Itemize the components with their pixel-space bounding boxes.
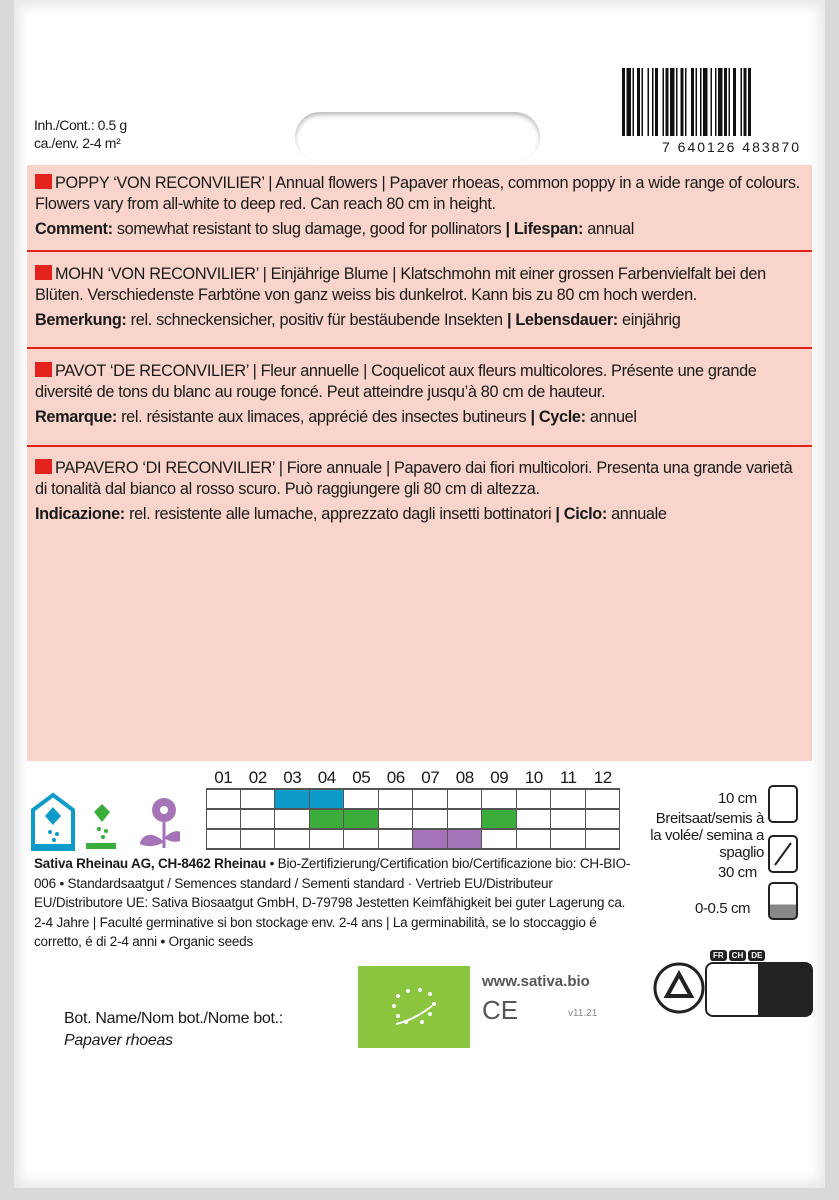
lifespan-label: | Ciclo: [555, 505, 607, 523]
calendar-cell-active [310, 810, 345, 828]
country-badges [710, 950, 765, 961]
plant-spacing-value: 30 cm [718, 864, 757, 881]
month-label: 08 [455, 768, 474, 787]
version: v11.21 [568, 1008, 598, 1019]
comment-text: rel. resistente alle lumache, apprezzato dagli insetti bottinatori [124, 505, 556, 523]
section-it [35, 458, 805, 525]
calendar-cell [482, 830, 517, 848]
botanical-label: Bot. Name/Nom bot./Nome bot.: [64, 1010, 283, 1027]
calendar-cell-active [413, 830, 448, 848]
section-de [35, 264, 805, 331]
month-label: 07 [421, 768, 440, 787]
month-label: 04 [317, 768, 336, 787]
website-link[interactable]: www.sativa.bio [482, 973, 590, 990]
calendar-legend-icons [30, 792, 180, 852]
lifespan-label: | Lifespan: [505, 220, 584, 238]
outdoor-sowing-icon [86, 804, 116, 849]
comment-label: Bemerkung: [35, 311, 127, 329]
disposal-info-box [705, 962, 813, 1017]
plant-spacing-icon [768, 835, 798, 873]
country-badge: FR [710, 950, 727, 961]
sowing-calendar [206, 768, 620, 850]
barcode-bars [610, 68, 805, 136]
lifespan-label: | Lebensdauer: [506, 311, 618, 329]
comment-text: somewhat resistant to slug damage, good for pollinators [112, 220, 506, 238]
calendar-cell [344, 790, 379, 808]
barcode-number: 7 640126 483870 [662, 139, 801, 155]
botanical-value: Papaver rhoeas [64, 1032, 173, 1049]
calendar-cell [551, 810, 586, 828]
lifespan-text: annuale [606, 505, 667, 523]
calendar-row [206, 810, 620, 830]
month-label: 06 [386, 768, 405, 787]
company-info [34, 854, 634, 952]
calendar-cell [206, 830, 241, 848]
month-label: 01 [214, 768, 233, 787]
calendar-cell [275, 810, 310, 828]
calendar-cell [517, 830, 552, 848]
section-title: PAVOT ‘DE RECONVILIER’ [55, 362, 249, 380]
calendar-cell [379, 830, 414, 848]
calendar-cell [448, 790, 483, 808]
bin-icon [760, 964, 811, 1015]
calendar-cell [482, 790, 517, 808]
company-details: • Bio-Zertifizierung/Certification bio/Certificazione bio: CH-BIO-006 • Standardsaatgut / Semences standard / Sementi standard · Vertrieb EU/Distributeur EU/Distributore UE: Sativa Biosaatgut GmbH, D-79798 Jestetten Keimfähigkeit bei guter Lagerung ca. 2-4 Jahre | Faculté germinative si bon stockage env. 2-4 ans | La germinabilità, se lo stoccaggio é corretto, é di 2-4 anni • Organic seeds [34, 856, 631, 949]
sowing-depth-value: 0-0.5 cm [695, 900, 751, 917]
row-spacing-value: 10 cm [718, 790, 757, 807]
sowing-depth-icon [768, 882, 798, 920]
section-text: | Fiore annuale | Papavero dai fiori multicolori. Presenta una grande varietà di tonalità dal bianco al rosso scuro. Può raggiungere gli 80 cm di altezza. [35, 459, 793, 498]
comment-text: rel. schneckensicher, positiv für bestäubende Insekten [126, 311, 507, 329]
calendar-cell [586, 810, 621, 828]
lifespan-text: einjährig [617, 311, 681, 329]
calendar-cell [275, 830, 310, 848]
calendar-cell [517, 790, 552, 808]
hang-hole [295, 112, 540, 162]
calendar-cell [379, 810, 414, 828]
comment-text: rel. résistante aux limaces, apprécié des insectes butineurs [116, 408, 531, 426]
description-panel [27, 165, 812, 761]
calendar-cell [310, 830, 345, 848]
red-square-icon [35, 459, 52, 474]
section-text: | Fleur annuelle | Coquelicot aux fleurs multicolores. Présente une grande diversité de tons du blanc au rouge foncé. Peut atteindre jusqu’à 80 cm de hauteur. [35, 362, 757, 401]
calendar-row [206, 790, 620, 810]
calendar-cell [551, 830, 586, 848]
section-title: POPPY ‘VON RECONVILIER’ [55, 174, 265, 192]
section-text: | Einjährige Blume | Klatschmohn mit einer grossen Farbenvielfalt bei den Blüten. Verschiedenste Farbtöne von ganz weiss bis dunkelrot. Kann bis zu 80 cm hoch werden. [35, 265, 766, 304]
calendar-cell-active [310, 790, 345, 808]
contents-info [34, 116, 127, 152]
divider [27, 250, 812, 252]
section-text: | Annual flowers | Papaver rhoeas, common poppy in a wide range of colours. Flowers vary from all-white to deep red. Can reach 80 cm in height. [35, 174, 800, 213]
calendar-cell [241, 810, 276, 828]
calendar-cell-active [275, 790, 310, 808]
red-square-icon [35, 265, 52, 280]
calendar-cell [413, 810, 448, 828]
month-label: 02 [248, 768, 267, 787]
botanical-name [64, 1008, 283, 1052]
calendar-cell-active [448, 830, 483, 848]
month-label: 12 [593, 768, 612, 787]
month-label: 05 [352, 768, 371, 787]
ce-mark: CE [482, 995, 519, 1025]
content-weight: Inh./Cont.: 0.5 g [34, 117, 127, 133]
calendar-cell [413, 790, 448, 808]
country-badge: DE [748, 950, 765, 961]
calendar-cell [379, 790, 414, 808]
lifespan-text: annuel [585, 408, 637, 426]
indoor-sowing-icon [33, 795, 73, 849]
lifespan-text: annual [583, 220, 635, 238]
calendar-cell [551, 790, 586, 808]
calendar-cell [448, 810, 483, 828]
red-square-icon [35, 362, 52, 377]
section-title: MOHN ‘VON RECONVILIER’ [55, 265, 259, 283]
coverage-area: ca./env. 2-4 m² [34, 135, 121, 151]
calendar-cell [206, 810, 241, 828]
eu-organic-logo [358, 966, 470, 1048]
calendar-row [206, 830, 620, 850]
lifespan-label: | Cycle: [530, 408, 586, 426]
calendar-cell [241, 830, 276, 848]
calendar-cell-active [344, 810, 379, 828]
section-en [35, 173, 805, 240]
calendar-cell-active [482, 810, 517, 828]
comment-label: Comment: [35, 220, 113, 238]
month-label: 03 [283, 768, 302, 787]
divider [27, 445, 812, 447]
calendar-cell [344, 830, 379, 848]
calendar-cell [517, 810, 552, 828]
company-name: Sativa Rheinau AG, CH-8462 Rheinau [34, 856, 267, 871]
month-label: 11 [559, 768, 577, 787]
broadcast-label: Breitsaat/semis à la volée/ semina a spaglio [650, 810, 764, 861]
divider [27, 347, 812, 349]
month-label: 10 [524, 768, 543, 787]
comment-label: Indicazione: [35, 505, 125, 523]
calendar-cell [206, 790, 241, 808]
section-title: PAPAVERO ‘DI RECONVILIER’ [55, 459, 275, 477]
calendar-cell [586, 790, 621, 808]
paper-bag-icon [707, 964, 760, 1015]
flowering-icon [140, 798, 180, 848]
calendar-cell [241, 790, 276, 808]
row-spacing-icon [768, 785, 798, 823]
barcode [610, 68, 805, 155]
month-label: 09 [490, 768, 509, 787]
comment-label: Remarque: [35, 408, 117, 426]
country-badge: CH [729, 950, 747, 961]
red-square-icon [35, 174, 52, 189]
section-fr [35, 361, 805, 428]
calendar-cell [586, 830, 621, 848]
